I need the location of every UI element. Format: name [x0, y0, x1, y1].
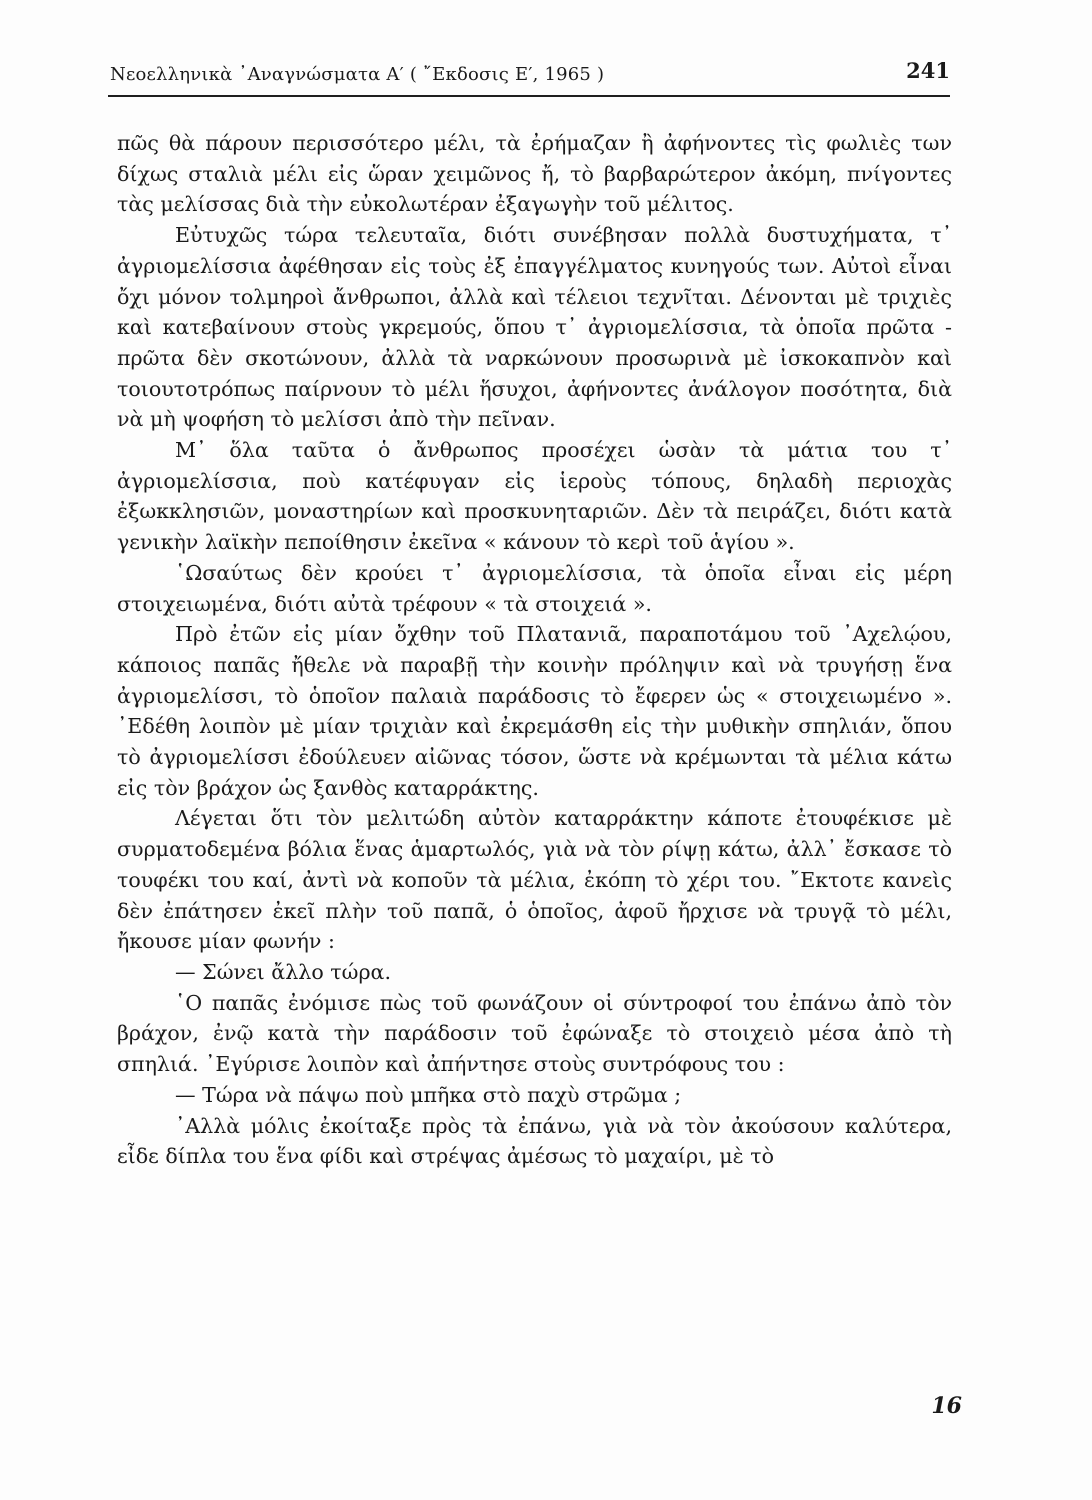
printer-signature-mark: 16 — [931, 1393, 962, 1419]
dialogue-line: — Σώνει ἄλλο τώρα. — [175, 959, 392, 984]
paragraph: ᾿Αλλὰ μόλις ἐκοίταξε πρὸς τὰ ἐπάνω, γιὰ νὰ τὸν ἀκούσουν καλύτερα, εἶδε δίπλα του ἕνα φίδι καὶ στρέψας ἀμέσως τὸ μαχαίρι, μὲ τὸ — [117, 1113, 952, 1169]
header-rule — [108, 95, 950, 97]
paragraph: Μ᾿ ὅλα ταῦτα ὁ ἄνθρωπος προσέχει ὡσὰν τὰ μάτια του τ᾿ ἀγριομελίσσια, ποὺ κατέφυγαν εἰς ἱεροὺς τόπους, δηλαδὴ περιοχὰς ἐξωκκλησιῶν, μοναστηρίων καὶ προσκυνηταριῶν. Δὲν τὰ πειράζει, διότι κατὰ γενικὴν λαϊκὴν πεποίθησιν ἐκεῖνα « κάνουν τὸ κερὶ τοῦ ἁγίου ». — [117, 438, 952, 555]
running-head — [110, 58, 950, 94]
dialogue-line: — Τώρα νὰ πάψω ποὺ μπῆκα στὸ παχὺ στρῶμα ; — [175, 1082, 682, 1107]
running-title: Νεοελληνικὰ ᾿Αναγνώσματα Α′ ( ῎Εκδοσις Ε′, 1965 ) — [110, 64, 605, 85]
paragraph: Εὐτυχῶς τώρα τελευταῖα, διότι συνέβησαν πολλὰ δυστυχήματα, τ᾿ ἀγριομελίσσια ἀφέθησαν εἰς τοὺς ἐξ ἐπαγγέλματος κυνηγούς των. Αὐτοὶ εἶναι ὄχι μόνον τολμηροὶ ἄνθρωποι, ἀλλὰ καὶ τέλειοι τεχνῖται. Δένονται μὲ τριχιὲς καὶ κατεβαίνουν στοὺς γκρεμούς, ὅπου τ᾿ ἀγριομελίσσια, τὰ ὁποῖα πρῶτα - πρῶτα δὲν σκοτώνουν, ἀλλὰ τὰ ναρκώνουν προσωρινὰ μὲ ἰσκοκαπνὸν καὶ τοιουτοτρόπως παίρνουν τὸ μέλι ἥσυχοι, ἀφήνοντες ἀνάλογον ποσότητα, διὰ νὰ μὴ ψοφήση τὸ μελίσσι ἀπὸ τὴν πεῖναν. — [117, 223, 952, 432]
paragraph: πῶς θὰ πάρουν περισσότερο μέλι, τὰ ἐρήμαζαν ἢ ἀφήνοντες τὶς φωλιὲς των δίχως σταλιὰ μέλι εἰς ὥραν χειμῶνος ἤ, τὸ βαρβαρώτερον ἀκόμη, πνίγοντες τὰς μελίσσας διὰ τὴν εὐκολωτέραν ἐξαγωγὴν τοῦ μέλιτος. — [117, 131, 952, 217]
paragraph: Λέγεται ὅτι τὸν μελιτώδη αὐτὸν καταρράκτην κάποτε ἐτουφέκισε μὲ συρματοδεμένα βόλια ἕνας ἁμαρτωλός, γιὰ νὰ τὸν ρίψῃ κάτω, ἀλλ᾿ ἔσκασε τὸ τουφέκι του καί, ἀντὶ νὰ κοποῦν τὰ μέλια, ἐκόπη τὸ χέρι του. ῎Εκτοτε κανεὶς δὲν ἐπάτησεν ἐκεῖ πλὴν τοῦ παπᾶ, ὁ ὁποῖος, ἀφοῦ ἤρχισε νὰ τρυγᾷ τὸ μέλι, ἤκουσε μίαν φωνήν : — [117, 806, 952, 954]
page-number: 241 — [906, 58, 950, 83]
paragraph: ῾Ο παπᾶς ἐνόμισε πὼς τοῦ φωνάζουν οἱ σύντροφοί του ἐπάνω ἀπὸ τὸν βράχον, ἐνῷ κατὰ τὴν παράδοσιν τοῦ ἐφώναξε τὸ στοιχειὸ μέσα ἀπὸ τὴ σπηλιά. ᾿Εγύρισε λοιπὸν καὶ ἀπήντησε στοὺς συντρόφους του : — [117, 990, 952, 1077]
paragraph: ῾Ωσαύτως δὲν κρούει τ᾿ ἀγριομελίσσια, τὰ ὁποῖα εἶναι εἰς μέρη στοιχειωμένα, διότι αὐτὰ τρέφουν « τὰ στοιχειά ». — [117, 560, 952, 616]
paragraph: Πρὸ ἐτῶν εἰς μίαν ὄχθην τοῦ Πλατανιᾶ, παραποτάμου τοῦ ᾿Αχελῴου, κάποιος παπᾶς ἤθελε νὰ παραβῇ τὴν κοινὴν πρόληψιν καὶ νὰ τρυγήσῃ ἕνα ἀγριομελίσσι, τὸ ὁποῖον παλαιὰ παράδοσις τὸ ἔφερεν ὡς « στοιχειωμένο ». ᾿Εδέθη λοιπὸν μὲ μίαν τριχιὰν καὶ ἐκρεμάσθη εἰς τὴν μυθικὴν σπηλιάν, ὅπου τὸ ἀγριομελίσσι ἐδούλευεν αἰῶνας τόσον, ὥστε νὰ κρέμωνται τὰ μέλια κάτω εἰς τὸν βράχον ὡς ξανθὸς καταρράκτης. — [117, 622, 952, 800]
body-text — [117, 128, 952, 1172]
